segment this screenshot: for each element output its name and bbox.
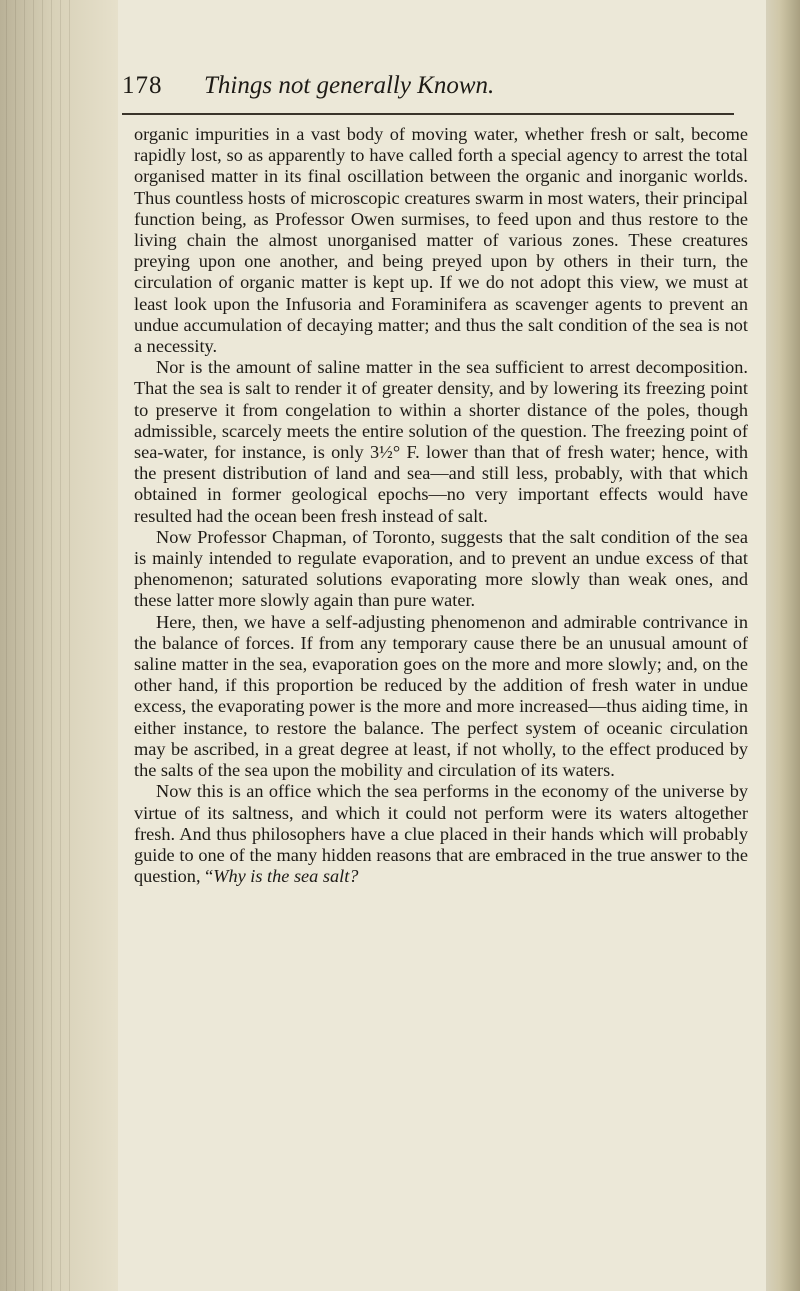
paragraph: Nor is the amount of saline matter in the sea sufficient to arrest decomposition. That the sea is salt to render it of greater density, and by lowering its freezing point to preserve it from congelation to within a shorter distance of the poles, though admissible, scarcely meets the entire solution of the question. The freezing point of sea-water, for instance, is only 3½° F. lower than that of fresh water; hence, with the present distribution of land and sea—and still less, probably, with that which obtained in former geological epochs—no very important effects would have resulted had the ocean been fresh instead of salt. <box>134 357 748 526</box>
paragraph-final <box>134 781 748 887</box>
running-head <box>122 72 722 112</box>
gutter-texture <box>6 0 76 1291</box>
paragraph: organic impurities in a vast body of moving water, whether fresh or salt, become rapidly lost, so as apparently to have called forth a special agency to arrest the total organised matter in its final oscillation between the organic and inorganic worlds. Thus countless hosts of microscopic creatures swarm in most waters, their principal function being, as Professor Owen surmises, to feed upon and thus restore to the living chain the almost unorganised matter of various zones. These creatures preying upon one another, and being preyed upon by others in their turn, the circulation of organic matter is kept up. If we do not adopt this view, we must at least look upon the Infusoria and Foraminifera as scavenger agents to prevent an undue accumulation of decaying matter; and thus the salt condition of the sea is not a necessity. <box>134 124 748 357</box>
italic-question: Why is the sea salt? <box>213 866 359 887</box>
page-number: 178 <box>122 72 163 99</box>
paragraph: Now Professor Chapman, of Toronto, suggests that the salt condition of the sea is mainly intended to regulate evaporation, and to prevent an undue excess of that phenomenon; saturated solutions evaporating more slowly than weak ones, and these latter more slowly again than pure water. <box>134 526 748 611</box>
paragraph: Here, then, we have a self-adjusting phenomenon and admirable contrivance in the balance of forces. If from any temporary cause there be an unusual amount of saline matter in the sea, evaporation goes on the more and more slowly; and, on the other hand, if this proportion be reduced by the addition of fresh water in undue excess, the evaporating power is the more and more increased—thus aiding time, in either instance, to restore the balance. The perfect system of oceanic circulation may be ascribed, in a great degree at least, if not wholly, to the effect produced by the salts of the sea upon the mobility and circulation of its waters. <box>134 611 748 781</box>
running-title: Things not generally Known. <box>204 72 495 99</box>
header-rule <box>122 113 734 115</box>
body-text <box>134 124 748 887</box>
paragraph-text: Now this is an office which the sea performs in the economy of the universe by virtue of its saltness, and which it could not perform were its waters altogether fresh. And thus philosophers have a clue placed in their hands which will probably guide to one of the many hidden reasons that are embraced in the true answer to the question, “ <box>134 781 748 887</box>
page-edge-shadow <box>766 0 800 1291</box>
